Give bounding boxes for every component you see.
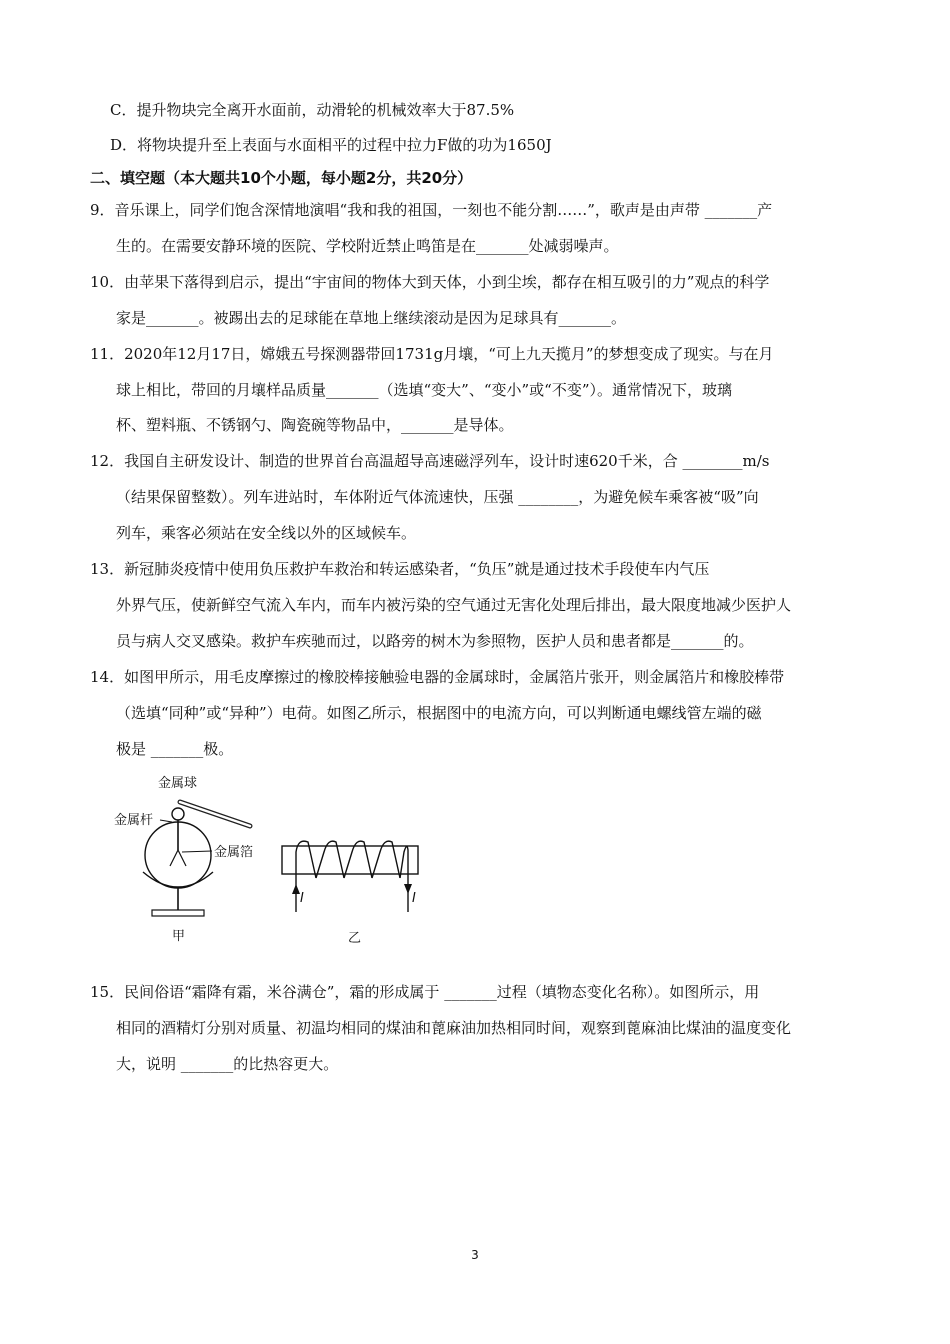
label-metal-foil: 金属箔: [214, 845, 254, 860]
question-13-line-2: 外界气压，使新鲜空气流入车内，而车内被污染的空气通过无害化处理后排出，最大限度地减少医护人: [116, 596, 792, 614]
foil-leaf-left: [170, 850, 178, 866]
question-10-line-2: 家是_______。被踢出去的足球能在草地上继续滚动是因为足球具有_______。: [116, 309, 627, 327]
label-metal-ball: 金属球: [158, 776, 198, 791]
question-15-line-3: 大，说明 _______的比热容更大。: [116, 1055, 339, 1073]
label-metal-rod: 金属杆: [114, 813, 154, 828]
option-c: C．提升物块完全离开水面前，动滑轮的机械效率大于87.5%: [110, 101, 515, 119]
question-15-line-2: 相同的酒精灯分别对质量、初温均相同的煤油和蓖麻油加热相同时间，观察到蓖麻油比煤油的温度变化: [116, 1019, 792, 1037]
option-d: D．将物块提升至上表面与水面相平的过程中拉力F做的功为1650J: [110, 136, 552, 154]
question-14-line-2: （选填“同种”或“异种”）电荷。如图乙所示，根据图中的电流方向，可以判断通电螺线管左端的磁: [116, 704, 762, 722]
question-15-line-1: 15．民间俗语“霜降有霜，米谷满仓”，霜的形成属于 _______过程（填物态变化名称）。如图所示，用: [90, 983, 760, 1001]
question-11-line-3: 杯、塑料瓶、不锈钢勺、陶瓷碗等物品中，_______是导体。: [116, 416, 514, 434]
question-10-line-1: 10．由苹果下落得到启示，提出“宇宙间的物体大到天体，小到尘埃，都存在相互吸引的力”观点的科学: [90, 273, 770, 291]
label-current-right: I: [412, 891, 416, 906]
current-arrow-right-icon: [404, 884, 412, 894]
question-13-line-1: 13．新冠肺炎疫情中使用负压救护车救治和转运感染者，“负压”就是通过技术手段使车内气压: [90, 560, 710, 578]
label-figure-jia: 甲: [172, 929, 186, 944]
question-14-line-3: 极是 _______极。: [116, 740, 234, 758]
question-12-line-1: 12．我国自主研发设计、制造的世界首台高温超导高速磁浮列车，设计时速620千米，合 ________m/s: [90, 452, 770, 470]
foil-pointer-line: [182, 851, 212, 852]
bulb-holder: [143, 872, 213, 887]
page-number: 3: [471, 1248, 479, 1262]
label-current-left: I: [300, 891, 304, 906]
question-12-line-2: （结果保留整数）。列车进站时，车体附近气体流速快，压强 ________，为避免候车乘客被“吸”向: [116, 488, 759, 506]
rod-pointer-line: [160, 820, 172, 822]
question-13-line-3: 员与病人交叉感染。救护车疾驰而过，以路旁的树木为参照物，医护人员和患者都是_______的。: [116, 632, 754, 650]
question-12-line-3: 列车，乘客必须站在安全线以外的区域候车。: [116, 524, 417, 542]
label-figure-yi: 乙: [348, 931, 362, 946]
metal-ball: [172, 808, 184, 820]
question-9-line-2: 生的。在需要安静环境的医院、学校附近禁止鸣笛是在_______处减弱噪声。: [116, 237, 619, 255]
question-11-line-1: 11．2020年12月17日，嫦娥五号探测器带回1731g月壤，“可上九天揽月”的梦想变成了现实。与在月: [90, 345, 774, 363]
question-9-line-1: 9．音乐课上，同学们饱含深情地演唱“我和我的祖国，一刻也不能分割……”，歌声是由声带 _______产: [90, 201, 773, 219]
question-11-line-2: 球上相比，带回的月壤样品质量_______（选填“变大”、“变小”或“不变”）。通常情况下，玻璃: [116, 381, 733, 399]
stand-base: [152, 910, 204, 916]
section-title: 二、填空题（本大题共10个小题，每小题2分，共20分）: [90, 169, 473, 187]
current-arrow-left-icon: [292, 884, 300, 894]
figure-electroscope-solenoid: [110, 770, 440, 950]
rubber-rod: [180, 802, 250, 826]
question-14-line-1: 14．如图甲所示，用毛皮摩擦过的橡胶棒接触验电器的金属球时，金属箔片张开，则金属箔片和橡胶棒带: [90, 668, 785, 686]
